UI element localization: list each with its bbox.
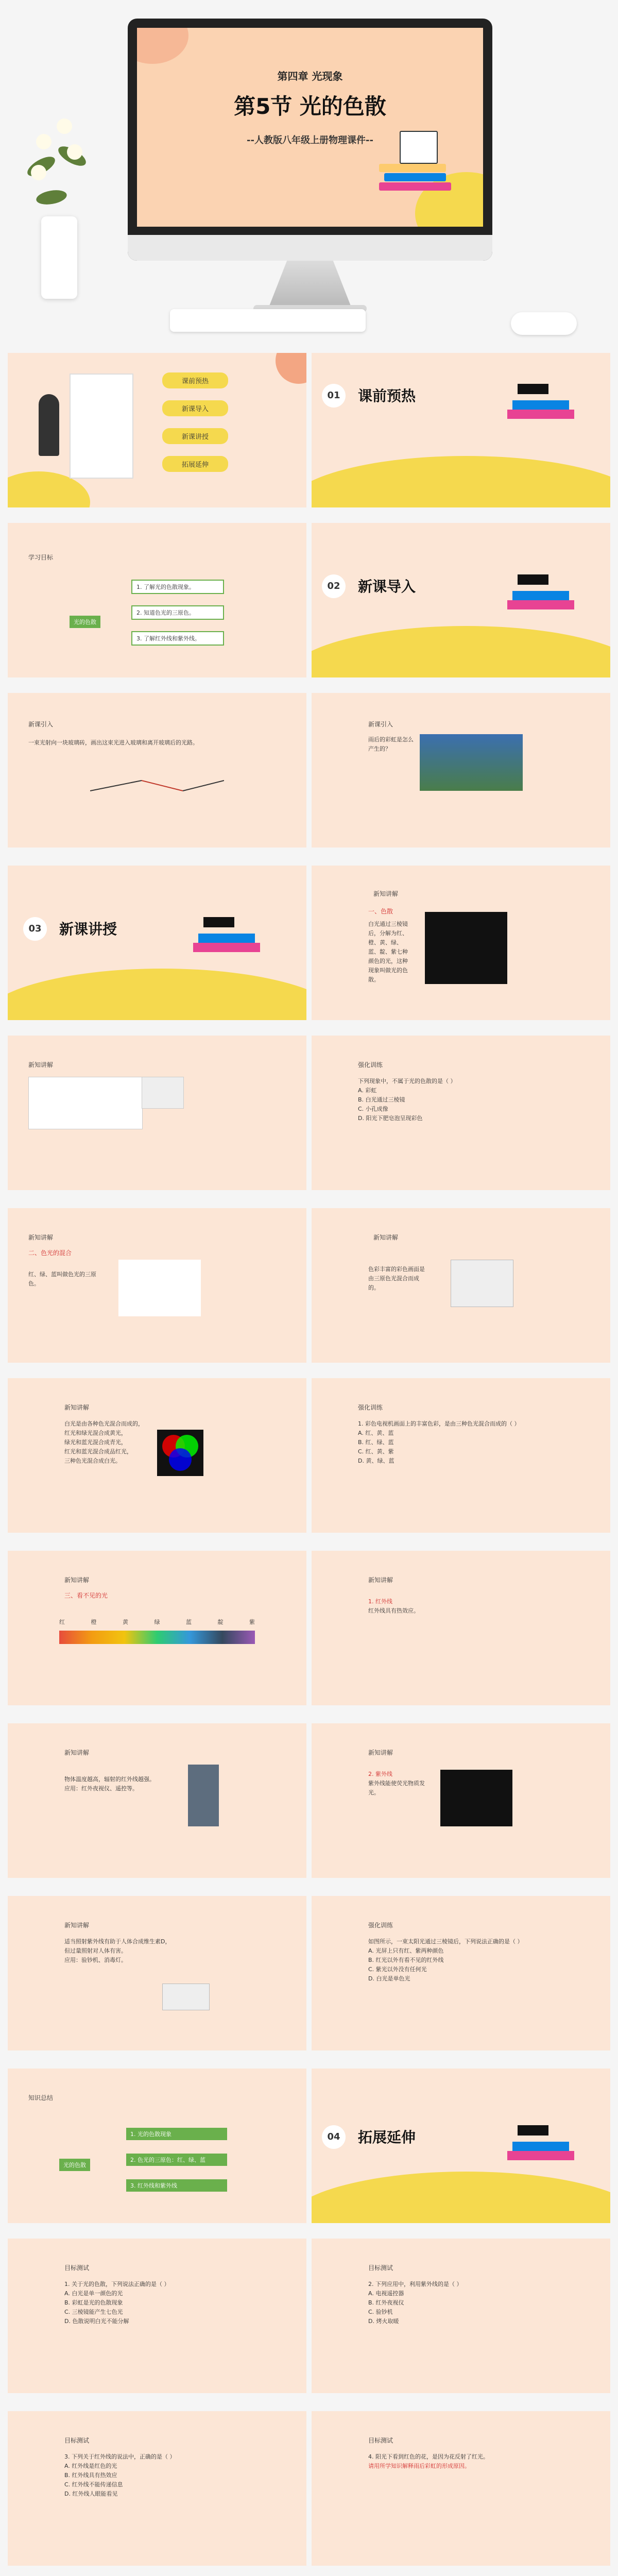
slide-training-1 bbox=[312, 1036, 610, 1190]
slide-lecture-8 bbox=[8, 1551, 306, 1705]
cover-chapter: 第四章 光现象 bbox=[277, 70, 343, 82]
slide-text: 色彩丰富的彩色画面是由三原色光混合而成的。 bbox=[368, 1266, 425, 1291]
agenda-item[interactable]: 新课导入 bbox=[162, 400, 228, 416]
slide-training-3 bbox=[312, 1896, 610, 2050]
section-title: 新课讲授 bbox=[59, 921, 117, 938]
option[interactable]: A. 红外线是红色的光 bbox=[64, 2463, 117, 2469]
slide-lecture-2 bbox=[8, 1036, 306, 1190]
section-number: 04 bbox=[322, 2125, 346, 2149]
slide-heading: 新知讲解 bbox=[28, 1234, 54, 1241]
section-title: 拓展延伸 bbox=[358, 2129, 416, 2146]
option[interactable]: A. 彩虹 bbox=[358, 1087, 377, 1094]
uv-video[interactable] bbox=[440, 1770, 512, 1826]
cover-subtitle: --人教版八年级上册物理课件-- bbox=[247, 135, 373, 146]
slide-test-4 bbox=[312, 2411, 610, 2566]
slide-heading: 目标测试 bbox=[368, 2264, 393, 2272]
summary-item: 1. 光的色散现象 bbox=[126, 2128, 227, 2140]
slide-heading: 新课引入 bbox=[28, 721, 54, 728]
slide-heading: 新知讲解 bbox=[368, 1577, 393, 1584]
option[interactable]: A. 红、黄、蓝 bbox=[358, 1430, 394, 1436]
text-line: 白光是由各种色光混合而成的， bbox=[64, 1420, 144, 1427]
text-line: 应用：红外夜视仪、遥控等。 bbox=[64, 1785, 138, 1792]
option[interactable]: A. 白光是单一颜色的光 bbox=[64, 2290, 123, 2297]
question-text: 3. 下列关于红外线的说法中，正确的是（ ） bbox=[64, 2453, 176, 2460]
slide-subheading: 三、看不见的光 bbox=[64, 1592, 108, 1599]
tv-image bbox=[451, 1260, 513, 1307]
question-text: 1. 关于光的色散，下列说法正确的是（ ） bbox=[64, 2281, 170, 2287]
goal-item: 2. 知道色光的三原色。 bbox=[131, 605, 224, 620]
slide-heading: 新课引入 bbox=[368, 721, 393, 728]
goal-item: 3. 了解红外线和紫外线。 bbox=[131, 631, 224, 646]
option[interactable]: B. 白光通过三棱镜 bbox=[358, 1096, 405, 1103]
slide-heading: 新知讲解 bbox=[64, 1749, 90, 1756]
hero-section bbox=[0, 0, 618, 340]
rainbow-photo bbox=[420, 734, 523, 791]
graduation-cap-icon bbox=[518, 384, 548, 394]
slide-training-2 bbox=[312, 1378, 610, 1533]
text-line: 绿光和蓝光混合成青光， bbox=[64, 1439, 127, 1446]
text-line: 红光和绿光混合成黄光， bbox=[64, 1430, 127, 1436]
slide-test-2 bbox=[312, 2239, 610, 2393]
slide-lecture-11 bbox=[312, 1723, 610, 1878]
slide-heading: 目标测试 bbox=[64, 2264, 90, 2272]
slide-heading: 新知讲解 bbox=[373, 1234, 399, 1241]
slide-heading: 新知讲解 bbox=[64, 1404, 90, 1411]
slide-lecture-6 bbox=[8, 1378, 306, 1533]
slide-lecture-4 bbox=[8, 1208, 306, 1363]
option[interactable]: A. 电视遥控器 bbox=[368, 2290, 404, 2297]
slide-text: 雨后的彩虹是怎么产生的？ bbox=[368, 736, 414, 752]
slide-summary bbox=[8, 2069, 306, 2223]
prism-image bbox=[142, 1077, 184, 1109]
option[interactable]: D. 白光是单色光 bbox=[368, 1975, 410, 1982]
spectrum-labels: 红 橙 黄 绿 蓝 靛 紫 bbox=[59, 1619, 255, 1625]
question-text: 1. 彩色电视机画面上的丰富色彩，是由三种色光混合而成的（ ） bbox=[358, 1420, 520, 1427]
graduate-figure bbox=[39, 394, 59, 456]
question-text: 4. 阳光下看到红色的花，是因为花反射了红光。 bbox=[368, 2453, 489, 2460]
slide-section-04 bbox=[312, 2069, 610, 2223]
slide-test-1 bbox=[8, 2239, 306, 2393]
slide-text: 一束光射向一块玻璃砖，画出这束光进入玻璃和离开玻璃后的光路。 bbox=[28, 739, 198, 746]
option[interactable]: C. 红、黄、紫 bbox=[358, 1448, 394, 1455]
option[interactable]: D. 黄、绿、蓝 bbox=[358, 1458, 394, 1464]
slide-lecture-9 bbox=[312, 1551, 610, 1705]
option[interactable]: A. 光屏上只有红、紫两种颜色 bbox=[368, 1947, 444, 1954]
summary-center: 光的色散 bbox=[59, 2159, 90, 2171]
slide-heading: 目标测试 bbox=[64, 2437, 90, 2444]
text-line: 应用：验钞机、消毒灯。 bbox=[64, 1957, 127, 1963]
agenda-item[interactable]: 课前预热 bbox=[162, 372, 228, 388]
goal-item: 1. 了解光的色散现象。 bbox=[131, 580, 224, 594]
slide-heading: 新知讲解 bbox=[64, 1577, 90, 1584]
slide-subheading: 一、色散 bbox=[368, 908, 393, 915]
slide-lecture-10 bbox=[8, 1723, 306, 1878]
agenda-item[interactable]: 新课讲授 bbox=[162, 428, 228, 444]
mouse bbox=[511, 312, 577, 335]
question-text: 下列现象中，不属于光的色散的是（ ） bbox=[358, 1078, 456, 1084]
text-line: 红光和蓝光混合成品红光， bbox=[64, 1448, 132, 1455]
slide-text: 红、绿、蓝叫做色光的三原色。 bbox=[28, 1271, 96, 1287]
option[interactable]: C. 验钞机 bbox=[368, 2309, 393, 2315]
slide-lecture-12 bbox=[8, 1896, 306, 2050]
option[interactable]: C. 三棱镜能产生七色光 bbox=[64, 2309, 123, 2315]
certificate-illustration bbox=[70, 374, 133, 479]
agenda-item[interactable]: 拓展延伸 bbox=[162, 456, 228, 472]
graduation-cap-icon bbox=[203, 917, 234, 927]
option[interactable]: D. 阳光下肥皂泡呈现彩色 bbox=[358, 1115, 423, 1122]
cover-title: 第5节 光的色散 bbox=[234, 94, 386, 119]
graduation-cap-icon bbox=[518, 2125, 548, 2136]
section-title: 课前预热 bbox=[358, 387, 416, 404]
option[interactable]: D. 红外线人眼能看见 bbox=[64, 2490, 118, 2497]
thermal-image bbox=[188, 1765, 219, 1826]
slide-heading: 新知讲解 bbox=[373, 890, 399, 897]
text-line: 紫外线能使荧光物质发光。 bbox=[368, 1780, 425, 1796]
monitor bbox=[128, 19, 492, 261]
text-line: 三种色光混合成白光。 bbox=[64, 1458, 121, 1464]
slide-dispersion bbox=[312, 866, 610, 1020]
section-number: 02 bbox=[322, 574, 346, 598]
option[interactable]: C. 红外线不能传递信息 bbox=[64, 2481, 123, 2488]
slide-heading: 强化训练 bbox=[358, 1404, 383, 1411]
option[interactable]: C. 小孔成像 bbox=[358, 1106, 388, 1112]
keyboard bbox=[170, 309, 366, 332]
summary-item: 2. 色光的三原色：红、绿、蓝 bbox=[126, 2154, 227, 2166]
text-line: 2. 紫外线 bbox=[368, 1771, 392, 1777]
option[interactable]: D. 色散说明白光不能分解 bbox=[64, 2318, 129, 2325]
text-line: 适当照射紫外线有助于人体合成维生素D， bbox=[64, 1938, 171, 1945]
option[interactable]: C. 紫光以外没有任何光 bbox=[368, 1966, 427, 1973]
slide-heading: 新知讲解 bbox=[64, 1922, 90, 1929]
slide-test-3 bbox=[8, 2411, 306, 2566]
rgb-mixing-image bbox=[157, 1430, 203, 1476]
slide-lecture-5 bbox=[312, 1208, 610, 1363]
section-number: 01 bbox=[322, 384, 346, 408]
spectrum-bar bbox=[59, 1631, 255, 1644]
slide-intro-2 bbox=[312, 693, 610, 848]
question-text: 如图所示，一束太阳光通过三棱镜后，下列说法正确的是（ ） bbox=[368, 1938, 523, 1945]
light-path-diagram bbox=[90, 770, 224, 801]
slide-intro-1 bbox=[8, 693, 306, 848]
slide-section-03 bbox=[8, 866, 306, 1020]
option[interactable]: B. 红外线具有热效应 bbox=[64, 2472, 117, 2479]
option[interactable]: B. 红、绿、蓝 bbox=[358, 1439, 394, 1446]
monitor-chin bbox=[128, 235, 492, 261]
question-text: 2. 下列应用中，利用紫外线的是（ ） bbox=[368, 2281, 462, 2287]
slide-agenda bbox=[8, 353, 306, 507]
graduation-cap-icon bbox=[518, 574, 548, 585]
money-detector-image bbox=[162, 1984, 210, 2010]
slide-subheading: 二、色光的混合 bbox=[28, 1249, 72, 1257]
section-title: 新课导入 bbox=[358, 578, 416, 595]
monitor-stand bbox=[269, 261, 351, 307]
summary-item: 3. 红外线和紫外线 bbox=[126, 2179, 227, 2192]
text-line: 但过量照射对人体有害。 bbox=[64, 1947, 127, 1954]
section-number: 03 bbox=[23, 917, 47, 941]
slide-section-01 bbox=[312, 353, 610, 507]
slide-text: 白光通过三棱镜后，分解为红、橙、黄、绿、蓝、靛、紫七种颜色的光，这种现象叫做光的色散。 bbox=[368, 921, 408, 983]
prism-video[interactable] bbox=[425, 912, 507, 984]
text-line: 1. 红外线 bbox=[368, 1598, 392, 1605]
question-text: 请用所学知识解释雨后彩虹的形成原因。 bbox=[368, 2463, 470, 2469]
text-line: 红外线具有热效应。 bbox=[368, 1607, 419, 1614]
slide-heading: 新知讲解 bbox=[28, 1061, 54, 1069]
goals-center: 光的色散 bbox=[70, 616, 100, 628]
option[interactable]: B. 红光以外有看不见的红外线 bbox=[368, 1957, 444, 1963]
slide-heading: 新知讲解 bbox=[368, 1749, 393, 1756]
text-line: 物体温度越高，辐射的红外线越强。 bbox=[64, 1776, 155, 1783]
cover-slide bbox=[137, 28, 483, 227]
slide-goals bbox=[8, 523, 306, 677]
slide-section-02 bbox=[312, 523, 610, 677]
slide-heading: 目标测试 bbox=[368, 2437, 393, 2444]
slide-heading: 知识总结 bbox=[28, 2094, 54, 2102]
option[interactable]: B. 彩虹是光的色散现象 bbox=[64, 2299, 123, 2306]
option[interactable]: D. 烤火取暖 bbox=[368, 2318, 399, 2325]
slide-heading: 学习目标 bbox=[28, 554, 54, 561]
option[interactable]: B. 红外夜视仪 bbox=[368, 2299, 404, 2306]
flower-vase-decoration bbox=[21, 88, 93, 304]
slide-heading: 强化训练 bbox=[358, 1061, 383, 1069]
slide-heading: 强化训练 bbox=[368, 1922, 393, 1929]
